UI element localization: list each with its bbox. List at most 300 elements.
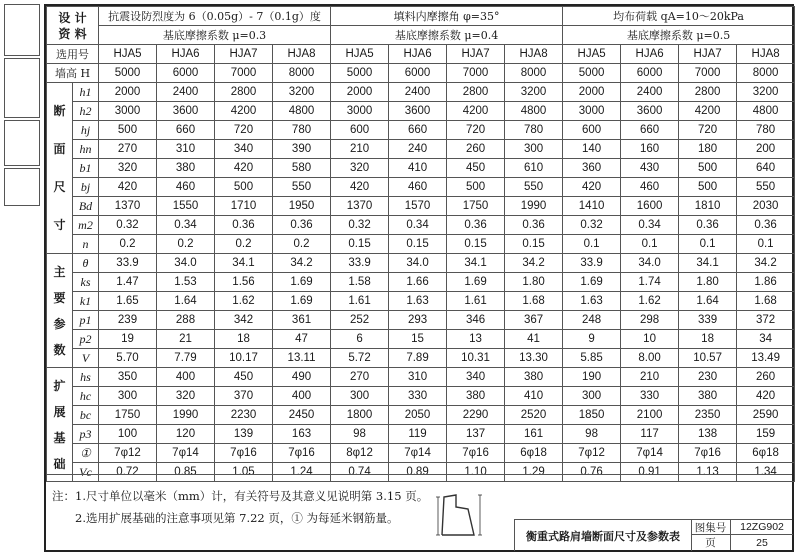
value-cell: 33.9: [99, 254, 157, 273]
symbol-cell: V: [73, 349, 99, 368]
model-cell: HJA7: [679, 45, 737, 64]
value-cell: 4200: [679, 102, 737, 121]
value-cell: 7.89: [389, 349, 447, 368]
value-cell: 200: [737, 140, 795, 159]
value-cell: 1410: [563, 197, 621, 216]
value-cell: 5.70: [99, 349, 157, 368]
table-row: [47, 102, 795, 121]
value-cell: 34.0: [621, 254, 679, 273]
value-cell: 339: [679, 311, 737, 330]
mu-group-header: 基底摩擦系数 μ=0.4: [331, 26, 563, 45]
value-cell: 0.1: [621, 235, 679, 254]
value-cell: 380: [157, 159, 215, 178]
value-cell: 2590: [737, 406, 795, 425]
value-cell: 33.9: [331, 254, 389, 273]
binding-cell: [4, 168, 40, 206]
value-cell: 3600: [157, 102, 215, 121]
table-row: [47, 273, 795, 292]
table-row: [47, 425, 795, 444]
value-cell: 7φ12: [99, 444, 157, 463]
value-cell: 500: [679, 178, 737, 197]
value-cell: 7.79: [157, 349, 215, 368]
table-row: [47, 83, 795, 102]
value-cell: 160: [621, 140, 679, 159]
value-cell: 0.36: [505, 216, 563, 235]
value-cell: 252: [331, 311, 389, 330]
height-cell: 7000: [215, 64, 273, 83]
value-cell: 500: [447, 178, 505, 197]
value-cell: 230: [679, 368, 737, 387]
value-cell: 159: [737, 425, 795, 444]
page-number: 25: [756, 536, 768, 549]
value-cell: 293: [389, 311, 447, 330]
value-cell: 550: [737, 178, 795, 197]
value-cell: 420: [331, 178, 389, 197]
parameter-table: [46, 6, 795, 482]
value-cell: 1.86: [737, 273, 795, 292]
value-cell: 0.72: [99, 463, 157, 482]
value-cell: 350: [99, 368, 157, 387]
model-cell: HJA7: [447, 45, 505, 64]
value-cell: 342: [215, 311, 273, 330]
value-cell: 1800: [331, 406, 389, 425]
table-row: [47, 311, 795, 330]
model-cell: HJA6: [389, 45, 447, 64]
value-cell: 6: [331, 330, 389, 349]
value-cell: 10.57: [679, 349, 737, 368]
value-cell: 300: [563, 387, 621, 406]
value-cell: 420: [737, 387, 795, 406]
value-cell: 720: [447, 121, 505, 140]
value-cell: 0.2: [273, 235, 331, 254]
value-cell: 300: [505, 140, 563, 159]
wall-section-sketch: [434, 491, 494, 539]
value-cell: 1.80: [505, 273, 563, 292]
value-cell: 320: [157, 387, 215, 406]
value-cell: 10: [621, 330, 679, 349]
value-cell: 13: [447, 330, 505, 349]
value-cell: 1.80: [679, 273, 737, 292]
value-cell: 0.15: [505, 235, 563, 254]
value-cell: 1.61: [447, 292, 505, 311]
value-cell: 5.85: [563, 349, 621, 368]
value-cell: 1.10: [447, 463, 505, 482]
value-cell: 0.1: [737, 235, 795, 254]
value-cell: 1.62: [215, 292, 273, 311]
table-row: [47, 197, 795, 216]
value-cell: 1.68: [737, 292, 795, 311]
value-cell: 3200: [273, 83, 331, 102]
height-cell: 6000: [389, 64, 447, 83]
table-row: [47, 387, 795, 406]
value-cell: 13.11: [273, 349, 331, 368]
model-cell: HJA8: [505, 45, 563, 64]
footer-area: [46, 474, 792, 550]
symbol-cell: h1: [73, 83, 99, 102]
value-cell: 2000: [99, 83, 157, 102]
value-cell: 4800: [273, 102, 331, 121]
symbol-cell: b1: [73, 159, 99, 178]
value-cell: 2400: [157, 83, 215, 102]
value-cell: 660: [389, 121, 447, 140]
value-cell: 3000: [331, 102, 389, 121]
table-row: [47, 292, 795, 311]
value-cell: 7φ16: [679, 444, 737, 463]
value-cell: 380: [447, 387, 505, 406]
value-cell: 1750: [447, 197, 505, 216]
value-cell: 500: [99, 121, 157, 140]
value-cell: 2230: [215, 406, 273, 425]
value-cell: 0.36: [447, 216, 505, 235]
value-cell: 2030: [737, 197, 795, 216]
value-cell: 0.2: [215, 235, 273, 254]
value-cell: 1710: [215, 197, 273, 216]
binding-cell: [4, 4, 40, 56]
value-cell: 2100: [621, 406, 679, 425]
value-cell: 34.2: [505, 254, 563, 273]
atlas-label: 图集号: [691, 520, 731, 535]
value-cell: 2800: [679, 83, 737, 102]
value-cell: 0.36: [679, 216, 737, 235]
symbol-cell: Bd: [73, 197, 99, 216]
value-cell: 248: [563, 311, 621, 330]
section-label: 扩展基础: [47, 368, 73, 482]
value-cell: 190: [563, 368, 621, 387]
value-cell: 33.9: [563, 254, 621, 273]
symbol-cell: p2: [73, 330, 99, 349]
value-cell: 4200: [215, 102, 273, 121]
value-cell: 1.69: [447, 273, 505, 292]
value-cell: 1.24: [273, 463, 331, 482]
symbol-cell: hn: [73, 140, 99, 159]
height-cell: 7000: [679, 64, 737, 83]
table-row: [47, 406, 795, 425]
value-cell: 1950: [273, 197, 331, 216]
value-cell: 0.34: [621, 216, 679, 235]
model-cell: HJA5: [331, 45, 389, 64]
table-row: [47, 444, 795, 463]
value-cell: 410: [389, 159, 447, 178]
value-cell: 660: [157, 121, 215, 140]
value-cell: 34.2: [273, 254, 331, 273]
value-cell: 0.36: [737, 216, 795, 235]
value-cell: 7φ14: [621, 444, 679, 463]
value-cell: 420: [215, 159, 273, 178]
symbol-cell: hj: [73, 121, 99, 140]
value-cell: 2000: [331, 83, 389, 102]
value-cell: 610: [505, 159, 563, 178]
symbol-cell: hs: [73, 368, 99, 387]
value-cell: 1750: [99, 406, 157, 425]
symbol-cell: θ: [73, 254, 99, 273]
binding-cell: [4, 58, 40, 118]
height-label: 墙高 H: [47, 64, 99, 83]
value-cell: 8φ12: [331, 444, 389, 463]
table-row: [47, 235, 795, 254]
value-cell: 420: [563, 178, 621, 197]
value-cell: 1810: [679, 197, 737, 216]
height-cell: 5000: [563, 64, 621, 83]
value-cell: 19: [99, 330, 157, 349]
height-cell: 5000: [99, 64, 157, 83]
value-cell: 370: [215, 387, 273, 406]
value-cell: 0.2: [157, 235, 215, 254]
value-cell: 410: [505, 387, 563, 406]
model-cell: HJA5: [99, 45, 157, 64]
value-cell: 4200: [447, 102, 505, 121]
value-cell: 239: [99, 311, 157, 330]
value-cell: 163: [273, 425, 331, 444]
value-cell: 0.32: [563, 216, 621, 235]
value-cell: 0.15: [331, 235, 389, 254]
symbol-cell: bj: [73, 178, 99, 197]
value-cell: 600: [331, 121, 389, 140]
value-cell: 1550: [157, 197, 215, 216]
value-cell: 288: [157, 311, 215, 330]
value-cell: 330: [389, 387, 447, 406]
value-cell: 550: [505, 178, 563, 197]
height-cell: 6000: [157, 64, 215, 83]
value-cell: 6φ18: [505, 444, 563, 463]
value-cell: 1.53: [157, 273, 215, 292]
value-cell: 1.05: [215, 463, 273, 482]
value-cell: 1.62: [621, 292, 679, 311]
value-cell: 1.63: [389, 292, 447, 311]
value-cell: 1.68: [505, 292, 563, 311]
value-cell: 1.29: [505, 463, 563, 482]
drawing-title: 衡重式路肩墙断面尺寸及参数表: [515, 520, 692, 551]
atlas-number: 12ZG902: [731, 520, 793, 535]
model-label: 选用号: [47, 45, 99, 64]
value-cell: 137: [447, 425, 505, 444]
value-cell: 161: [505, 425, 563, 444]
value-cell: 8.00: [621, 349, 679, 368]
value-cell: 138: [679, 425, 737, 444]
value-cell: 98: [563, 425, 621, 444]
design-data-label: 设 计 资 料: [47, 7, 99, 45]
value-cell: 580: [273, 159, 331, 178]
symbol-cell: ks: [73, 273, 99, 292]
value-cell: 2400: [621, 83, 679, 102]
value-cell: 18: [679, 330, 737, 349]
value-cell: 41: [505, 330, 563, 349]
value-cell: 2290: [447, 406, 505, 425]
value-cell: 1370: [99, 197, 157, 216]
height-cell: 5000: [331, 64, 389, 83]
symbol-cell: hc: [73, 387, 99, 406]
value-cell: 0.32: [331, 216, 389, 235]
value-cell: 2800: [447, 83, 505, 102]
value-cell: 310: [157, 140, 215, 159]
value-cell: 367: [505, 311, 563, 330]
value-cell: 310: [389, 368, 447, 387]
value-cell: 13.49: [737, 349, 795, 368]
value-cell: 117: [621, 425, 679, 444]
value-cell: 7φ16: [273, 444, 331, 463]
value-cell: 400: [273, 387, 331, 406]
value-cell: 7φ14: [157, 444, 215, 463]
binding-cell: [4, 120, 40, 166]
value-cell: 0.91: [621, 463, 679, 482]
symbol-cell: bc: [73, 406, 99, 425]
value-cell: 720: [215, 121, 273, 140]
value-cell: 420: [99, 178, 157, 197]
value-cell: 1570: [389, 197, 447, 216]
value-cell: 1850: [563, 406, 621, 425]
table-row: [47, 349, 795, 368]
model-cell: HJA5: [563, 45, 621, 64]
value-cell: 1.64: [157, 292, 215, 311]
value-cell: 1.34: [737, 463, 795, 482]
value-cell: 100: [99, 425, 157, 444]
value-cell: 2050: [389, 406, 447, 425]
note-line-2: 2.选用扩展基础的注意事项见第 7.22 页，① 为每延米钢筋量。: [75, 511, 399, 525]
value-cell: 180: [679, 140, 737, 159]
load-header: 均布荷载 qA=10～20kPa: [563, 7, 795, 26]
value-cell: 1.13: [679, 463, 737, 482]
value-cell: 2800: [215, 83, 273, 102]
value-cell: 320: [331, 159, 389, 178]
model-cell: HJA8: [273, 45, 331, 64]
value-cell: 1.64: [679, 292, 737, 311]
page-label: 页: [691, 535, 731, 550]
symbol-cell: Vc: [73, 463, 99, 482]
value-cell: 380: [505, 368, 563, 387]
model-cell: HJA7: [215, 45, 273, 64]
value-cell: 9: [563, 330, 621, 349]
value-cell: 2400: [389, 83, 447, 102]
value-cell: 780: [505, 121, 563, 140]
value-cell: 270: [99, 140, 157, 159]
value-cell: 34.2: [737, 254, 795, 273]
value-cell: 1370: [331, 197, 389, 216]
value-cell: 720: [679, 121, 737, 140]
value-cell: 0.34: [389, 216, 447, 235]
value-cell: 34.1: [215, 254, 273, 273]
value-cell: 361: [273, 311, 331, 330]
value-cell: 10.17: [215, 349, 273, 368]
value-cell: 0.1: [563, 235, 621, 254]
model-cell: HJA6: [157, 45, 215, 64]
value-cell: 300: [99, 387, 157, 406]
value-cell: 0.36: [215, 216, 273, 235]
mu-group-header: 基底摩擦系数 μ=0.3: [99, 26, 331, 45]
value-cell: 346: [447, 311, 505, 330]
value-cell: 1.65: [99, 292, 157, 311]
value-cell: 47: [273, 330, 331, 349]
value-cell: 460: [389, 178, 447, 197]
value-cell: 360: [563, 159, 621, 178]
symbol-cell: ①: [73, 444, 99, 463]
value-cell: 640: [737, 159, 795, 178]
friction-angle-header: 填料内摩擦角 φ=35°: [331, 7, 563, 26]
value-cell: 140: [563, 140, 621, 159]
value-cell: 450: [215, 368, 273, 387]
value-cell: 1990: [157, 406, 215, 425]
value-cell: 2520: [505, 406, 563, 425]
value-cell: 460: [621, 178, 679, 197]
value-cell: 3200: [505, 83, 563, 102]
value-cell: 98: [331, 425, 389, 444]
value-cell: 660: [621, 121, 679, 140]
value-cell: 0.89: [389, 463, 447, 482]
value-cell: 34: [737, 330, 795, 349]
value-cell: 7φ16: [215, 444, 273, 463]
value-cell: 0.76: [563, 463, 621, 482]
value-cell: 0.15: [447, 235, 505, 254]
value-cell: 4800: [505, 102, 563, 121]
table-row: [47, 121, 795, 140]
height-cell: 6000: [621, 64, 679, 83]
value-cell: 3600: [621, 102, 679, 121]
value-cell: 0.34: [157, 216, 215, 235]
value-cell: 1.61: [331, 292, 389, 311]
value-cell: 240: [389, 140, 447, 159]
table-row: [47, 140, 795, 159]
value-cell: 1.63: [563, 292, 621, 311]
value-cell: 34.0: [389, 254, 447, 273]
value-cell: 119: [389, 425, 447, 444]
value-cell: 210: [331, 140, 389, 159]
value-cell: 372: [737, 311, 795, 330]
section-label: 主要参数: [47, 254, 73, 368]
value-cell: 490: [273, 368, 331, 387]
value-cell: 0.2: [99, 235, 157, 254]
note-line-1: 1.尺寸单位以毫米（mm）计，有关符号及其意义见说明第 3.15 页。: [75, 489, 429, 503]
value-cell: 0.32: [99, 216, 157, 235]
height-cell: 8000: [737, 64, 795, 83]
value-cell: 300: [331, 387, 389, 406]
value-cell: 3200: [737, 83, 795, 102]
table-row: [47, 330, 795, 349]
value-cell: 1.69: [563, 273, 621, 292]
model-cell: HJA6: [621, 45, 679, 64]
table-row: [47, 159, 795, 178]
value-cell: 18: [215, 330, 273, 349]
value-cell: 320: [99, 159, 157, 178]
value-cell: 34.1: [447, 254, 505, 273]
value-cell: 7φ14: [389, 444, 447, 463]
value-cell: 210: [621, 368, 679, 387]
table-row: [47, 178, 795, 197]
value-cell: 0.74: [331, 463, 389, 482]
section-label: 断面尺寸: [47, 83, 73, 254]
table-row: [47, 254, 795, 273]
value-cell: 1600: [621, 197, 679, 216]
value-cell: 10.31: [447, 349, 505, 368]
value-cell: 4800: [737, 102, 795, 121]
value-cell: 5.72: [331, 349, 389, 368]
document-sheet: [44, 4, 794, 552]
table-row: [47, 216, 795, 235]
value-cell: 1.69: [273, 273, 331, 292]
height-cell: 8000: [505, 64, 563, 83]
value-cell: 13.30: [505, 349, 563, 368]
value-cell: 6φ18: [737, 444, 795, 463]
value-cell: 400: [157, 368, 215, 387]
value-cell: 380: [679, 387, 737, 406]
value-cell: 1.56: [215, 273, 273, 292]
value-cell: 1.74: [621, 273, 679, 292]
value-cell: 450: [447, 159, 505, 178]
notes-prefix: 注：: [52, 489, 75, 503]
value-cell: 780: [273, 121, 331, 140]
value-cell: 3000: [99, 102, 157, 121]
value-cell: 1.69: [273, 292, 331, 311]
value-cell: 600: [563, 121, 621, 140]
notes: [52, 485, 428, 529]
height-cell: 7000: [447, 64, 505, 83]
